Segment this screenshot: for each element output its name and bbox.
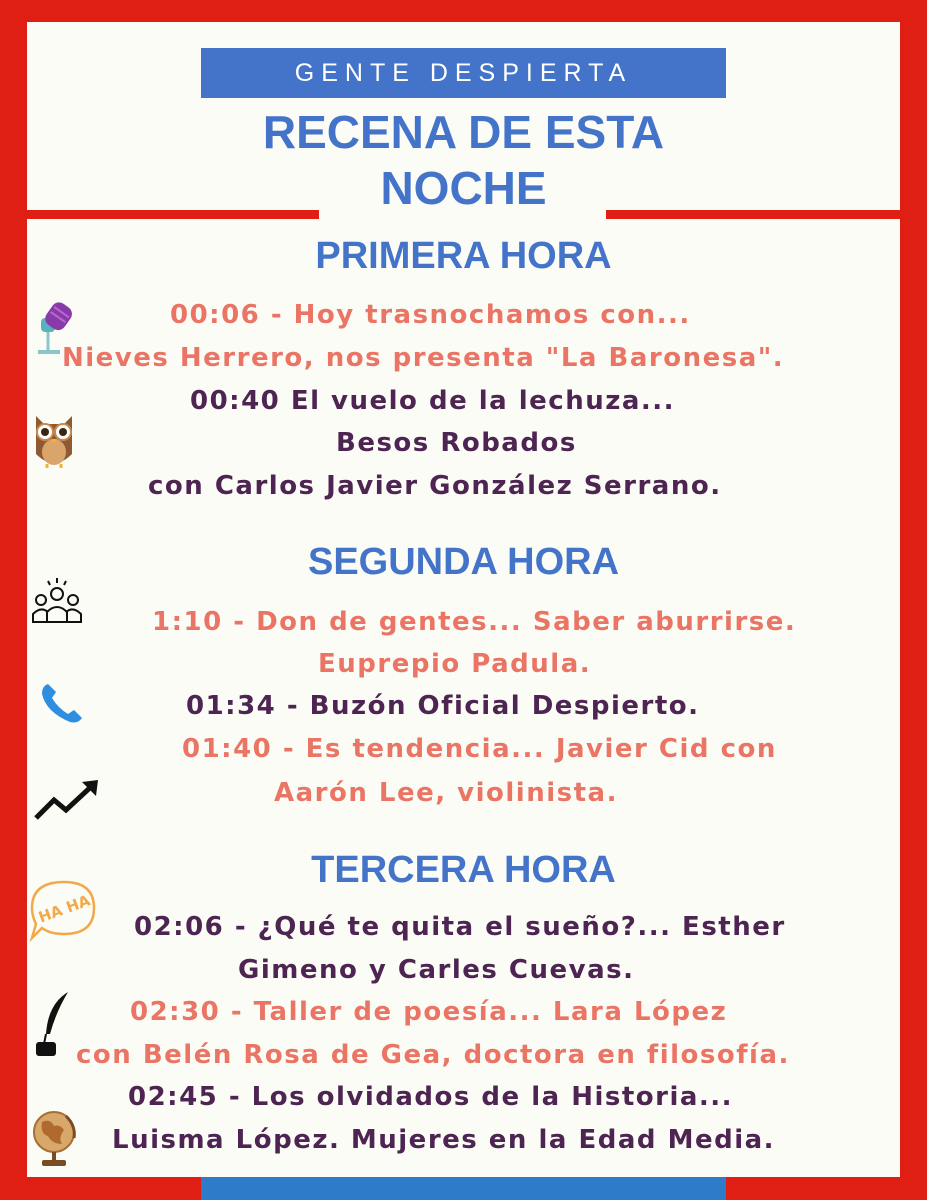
title-line-1: RECENA DE ESTA [262, 106, 665, 158]
program-line: Nieves Herrero, nos presenta "La Baronesa". [62, 343, 785, 373]
program-line: Luisma López. Mujeres en la Edad Media. [112, 1125, 776, 1155]
people-group-icon [30, 576, 84, 626]
program-line: 02:06 - ¿Qué te quita el sueño?... Esther [134, 912, 786, 942]
program-line: 01:34 - Buzón Oficial Despierto. [186, 691, 700, 721]
program-line: con Belén Rosa de Gea, doctora en filosofía. [76, 1040, 790, 1070]
program-line: Besos Robados [336, 428, 577, 458]
program-line: 00:06 - Hoy trasnochamos con... [170, 300, 691, 330]
laugh-bubble-icon [28, 878, 100, 944]
bottom-bar [201, 1177, 726, 1200]
owl-icon [30, 410, 78, 470]
quill-ink-icon [34, 990, 74, 1060]
globe-icon [30, 1104, 82, 1168]
phone-icon [38, 680, 86, 726]
program-line: Aarón Lee, violinista. [274, 778, 618, 808]
program-line: 01:40 - Es tendencia... Javier Cid con [182, 734, 777, 764]
section-title-segunda-hora: SEGUNDA HORA [307, 541, 620, 583]
program-line: Gimeno y Carles Cuevas. [238, 955, 635, 985]
laugh-bubble-text: HA HA [36, 891, 93, 927]
brand-banner: GENTE DESPIERTA [201, 48, 726, 98]
page-title [150, 104, 777, 216]
program-line: 02:45 - Los olvidados de la Historia... [128, 1082, 734, 1112]
program-line: 1:10 - Don de gentes... Saber aburrirse. [152, 607, 797, 637]
section-title-primera-hora: PRIMERA HORA [315, 235, 612, 277]
microphone-icon [34, 300, 78, 358]
program-line: Euprepio Padula. [318, 649, 592, 679]
trending-up-icon [32, 776, 104, 824]
program-line: 00:40 El vuelo de la lechuza... [190, 386, 676, 416]
program-line: 02:30 - Taller de poesía... Lara López [130, 997, 728, 1027]
section-title-tercera-hora: TERCERA HORA [311, 849, 616, 891]
title-line-2: NOCHE [380, 162, 547, 214]
program-line: con Carlos Javier González Serrano. [148, 471, 722, 501]
